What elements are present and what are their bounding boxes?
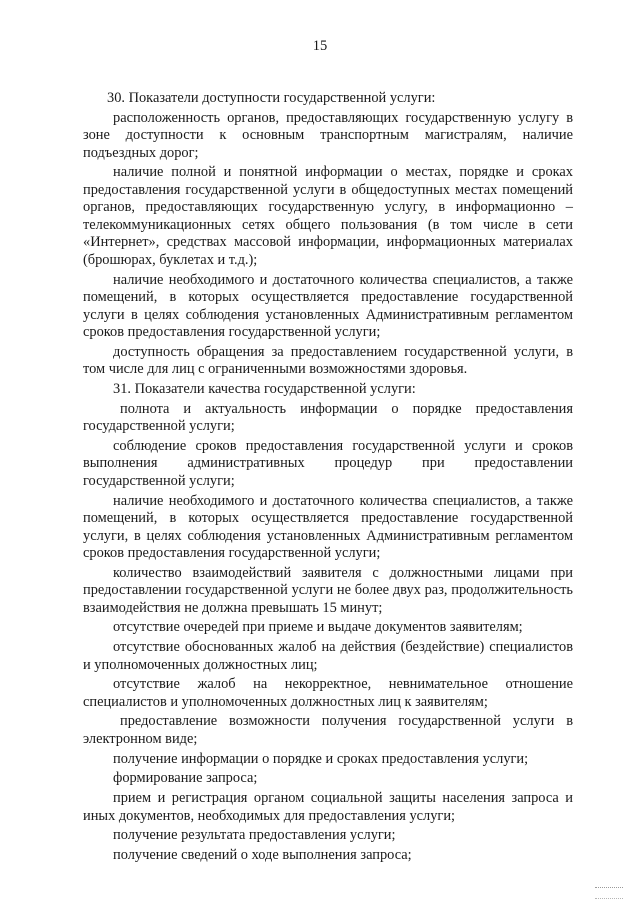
- paragraph: получение информации о порядке и сроках предоставления услуги;: [113, 750, 529, 767]
- page-number: 15: [312, 38, 328, 54]
- paragraph: прием и регистрация органом социальной защиты населения запроса и иных документов, необходимых для предоставления услуги;: [83, 790, 573, 824]
- paragraph-30-heading: 30. Показатели доступности государственной услуги:: [107, 90, 436, 106]
- paragraph: доступность обращения за предоставлением государственной услуги, в том числе для лиц с ограниченными возможностями здоровья.: [83, 343, 573, 378]
- paragraph: формирование запроса;: [113, 770, 258, 787]
- paragraph: отсутствие обоснованных жалоб на действия (бездействие) специалистов и уполномоченных должностных лиц;: [83, 639, 573, 673]
- paragraph-31-heading: 31. Показатели качества государственной услуги:: [113, 380, 416, 397]
- paragraph: отсутствие очередей при приеме и выдаче документов заявителям;: [113, 619, 523, 636]
- paragraph: полнота и актуальность информации о порядке предоставления государственной услуги;: [83, 400, 573, 435]
- paragraph: наличие полной и понятной информации о местах, порядке и сроках предоставления государственной услуги в общедоступных местах помещений органов, предоставляющих государственную услугу, в информационно – телекоммуникационных сетях общего пользования (в том числе в сети «Интернет», средствах массовой информации, информационных материалах (брошюрах, буклетах и т.д.);: [83, 164, 573, 268]
- paragraph: количество взаимодействий заявителя с должностными лицами при предоставлении государственной услуги не более двух раз, продолжительность взаимодействия не должна превышать 15 минут;: [83, 564, 573, 616]
- document-body: [83, 90, 573, 867]
- paragraph: расположенность органов, предоставляющих государственную услугу в зоне доступности к основным транспортным магистралям, наличие подъездных дорог;: [83, 109, 573, 161]
- paragraph: предоставление возможности получения государственной услуги в электронном виде;: [83, 713, 573, 747]
- scan-edge-mark: [595, 887, 623, 899]
- paragraph: наличие необходимого и достаточного количества специалистов, а также помещений, в которых осуществляется предоставление государственной услуги в целях соблюдения установленных Административным регламентом сроков предоставления государственной услуги;: [83, 271, 573, 341]
- paragraph: соблюдение сроков предоставления государственной услуги и сроков выполнения административных процедур при предоставлении государственной услуги;: [83, 437, 573, 489]
- paragraph: получение результата предоставления услуги;: [113, 827, 396, 844]
- paragraph: отсутствие жалоб на некорректное, невнимательное отношение специалистов и уполномоченных должностных лиц к заявителям;: [83, 676, 573, 710]
- paragraph: наличие необходимого и достаточного количества специалистов, а также помещений, в которых осуществляется предоставление государственной услуги, в целях соблюдения установленных Административным регламентом сроков предоставления государственной услуги;: [83, 492, 573, 561]
- paragraph: получение сведений о ходе выполнения запроса;: [113, 846, 412, 863]
